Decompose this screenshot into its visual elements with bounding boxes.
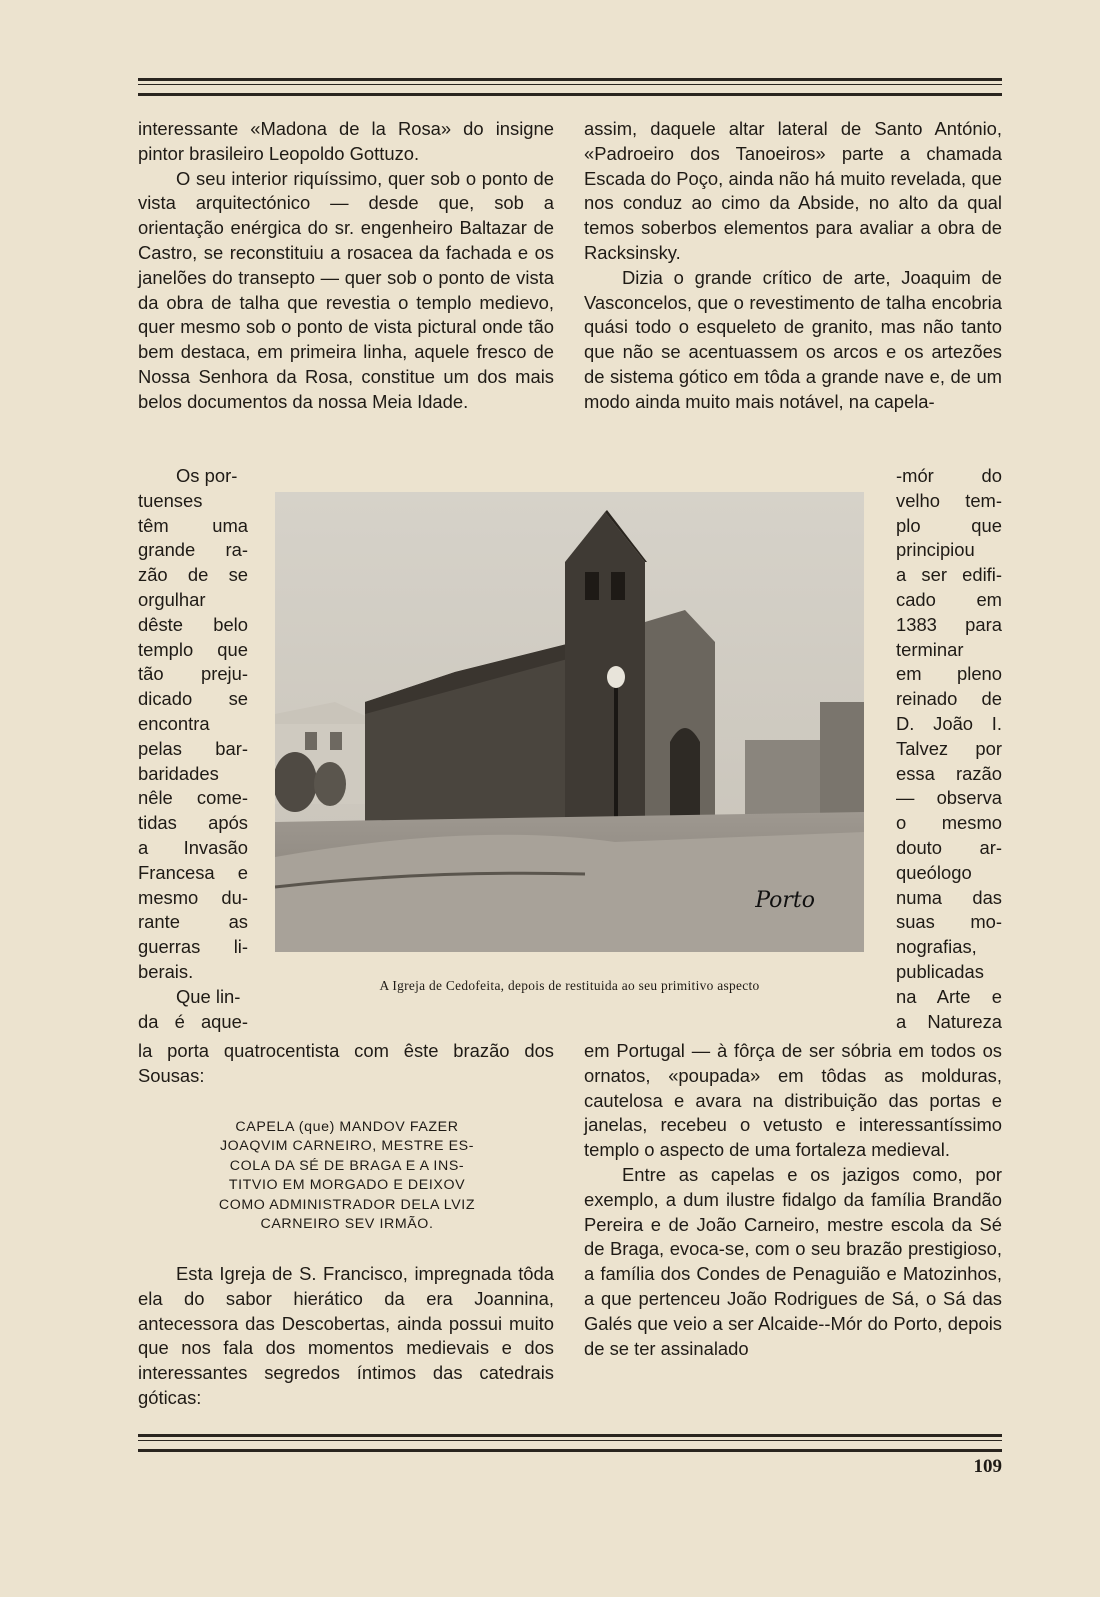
text-line: queólogo [896, 861, 972, 883]
text-line: grande ra- [138, 539, 248, 561]
text-line: 1383 para [896, 613, 1002, 635]
text-line: o mesmo [896, 812, 1002, 834]
left-column-top [138, 117, 554, 415]
paragraph: em Portugal — à fôrça de ser sóbria em todos os ornatos, «poupada» em tôdas as molduras, cautelosa e avara na distribuição das portas e janelas, recebeu o vetusto e interessantíssimo templo o aspecto de uma fortaleza medieval. [584, 1040, 1002, 1161]
text-line: a Invasão [138, 836, 248, 858]
text-line: D. João I. [896, 712, 1002, 734]
top-rule [138, 78, 1002, 96]
text-line: templo que [138, 638, 248, 660]
text-line: zão de se [138, 564, 248, 586]
paragraph: Entre as capelas e os jazigos como, por exemplo, a dum ilustre fidalgo da família Brandão Pereira e de João Carneiro, mestre escola da Sé de Braga, evoca-se, com o seu brazão prestigioso, a família dos Condes de Penaguião e Matozinhos, a que pertenceu João Rodrigues de Sá, o Sá das Galés que veio a ser Alcaide--Mór do Porto, depois de se ter assinalado [584, 1163, 1002, 1359]
right-column-bottom [584, 1039, 1002, 1361]
text-line: — observa [896, 787, 1002, 809]
text-line: -mór do [896, 465, 1002, 486]
inscription-line: CAPELA (que) MANDOV FAZER [235, 1119, 459, 1135]
text-line: tuenses [138, 489, 203, 511]
text-line: essa razão [896, 762, 1002, 784]
text-line: publicadas [896, 960, 984, 982]
paragraph: Dizia o grande crítico de arte, Joaquim de Vasconcelos, que o revestimento de talha encobria quási todo o esqueleto de granito, mas não tanto que não se acentuassem os arcos e os artezões de sistema gótico em tôda a grande nave e, de um modo ainda muito mais notável, na capela- [584, 266, 1002, 412]
paragraph: la porta quatrocentista com êste brazão dos Sousas: [138, 1040, 554, 1086]
paragraph: O seu interior riquíssimo, quer sob o ponto de vista arquitectónico — desde que, sob a orientação enérgica do sr. engenheiro Baltazar de Castro, se reconstituiu a rosacea da fachada e os janelões do transepto — quer sob o ponto de vista da obra de talha que revestia o templo medievo, quer mesmo sob o ponto de vista pictural onde tão bem destaca, em primeira linha, aquele fresco de Nossa Senhora da Rosa, constitue um dos mais belos documentos da nossa Meia Idade. [138, 167, 554, 412]
text-line: Que lin- [176, 985, 241, 1007]
inscription-line: TITVIO EM MORGADO E DEIXOV [228, 1177, 466, 1194]
text-line: terminar [896, 638, 964, 660]
left-narrow-column [138, 464, 248, 1034]
right-column-top [584, 117, 1002, 415]
inscription-line: COLA DA SÉ DE BRAGA E A INS- [229, 1157, 465, 1174]
inscription-line: JOAQVIM CARNEIRO, MESTRE ES- [219, 1138, 475, 1155]
text-line: nografias, [896, 936, 977, 958]
text-line: têm uma [138, 514, 248, 536]
text-line: guerras li- [138, 936, 248, 958]
left-column-mid [138, 1039, 554, 1089]
text-line: tidas após [138, 812, 248, 834]
paragraph: Esta Igreja de S. Francisco, impregnada tôda ela do sabor hierático da era Joannina, antecessora das Descobertas, ainda possui muito que nos fala dos momentos medievais e dos interessantes segredos íntimos das catedrais góticas: [138, 1263, 554, 1408]
text-line: a Natureza [896, 1010, 1002, 1032]
text-line: rante as [138, 911, 248, 933]
text-line: da é aque- [138, 1010, 248, 1032]
left-column-bottom [138, 1262, 554, 1411]
text-line: velho tem- [896, 489, 1002, 511]
right-narrow-column [896, 464, 1002, 1034]
text-line: tão preju- [138, 663, 248, 685]
text-line: orgulhar [138, 588, 206, 610]
text-line: nêle come- [138, 787, 248, 809]
text-line: principiou [896, 539, 975, 561]
bottom-rule [138, 1434, 1002, 1452]
text-line: em pleno [896, 663, 1002, 685]
inscription-line: CARNEIRO SEV IRMÃO. [260, 1216, 434, 1233]
text-line: Os por- [176, 465, 238, 486]
text-line: dicado se [138, 688, 248, 710]
text-line: mesmo du- [138, 886, 248, 908]
text-line: berais. [138, 960, 194, 982]
text-line: plo que [896, 514, 1002, 536]
text-line: Francesa e [138, 861, 248, 883]
text-line: dêste belo [138, 613, 248, 635]
inscription-line: COMO ADMINISTRADOR DELA LVIZ [218, 1196, 476, 1213]
text-line: douto ar- [896, 836, 1002, 858]
photo-caption: A Igreja de Cedofeita, depois de restituida ao seu primitivo aspecto [379, 978, 760, 993]
text-line: na Arte e [896, 985, 1002, 1007]
photo-signature: Porto [755, 888, 815, 913]
inscription [182, 1118, 512, 1234]
text-line: suas mo- [896, 911, 1002, 933]
text-line: cado em [896, 588, 1002, 610]
text-line: baridades [138, 762, 219, 784]
text-line: numa das [896, 886, 1002, 908]
church-photo [275, 492, 864, 952]
text-line: pelas bar- [138, 737, 248, 759]
text-line: Talvez por [896, 737, 1002, 759]
text-line: reinado de [896, 688, 1002, 710]
church-photo-drawing [275, 492, 864, 952]
paragraph: assim, daquele altar lateral de Santo António, «Padroeiro dos Tanoeiros» parte a chamada Escada do Poço, ainda não há muito revelada, que nos conduz ao cimo da Abside, no alto da qual temos soberbos elementos para avaliar a obra de Racksinsky. [584, 118, 1002, 263]
paragraph: interessante «Madona de la Rosa» do insigne pintor brasileiro Leopoldo Gottuzo. [138, 118, 554, 164]
text-line: encontra [138, 712, 210, 734]
text-line: a ser edifi- [896, 564, 1002, 586]
page-number: 109 [973, 1456, 1002, 1477]
